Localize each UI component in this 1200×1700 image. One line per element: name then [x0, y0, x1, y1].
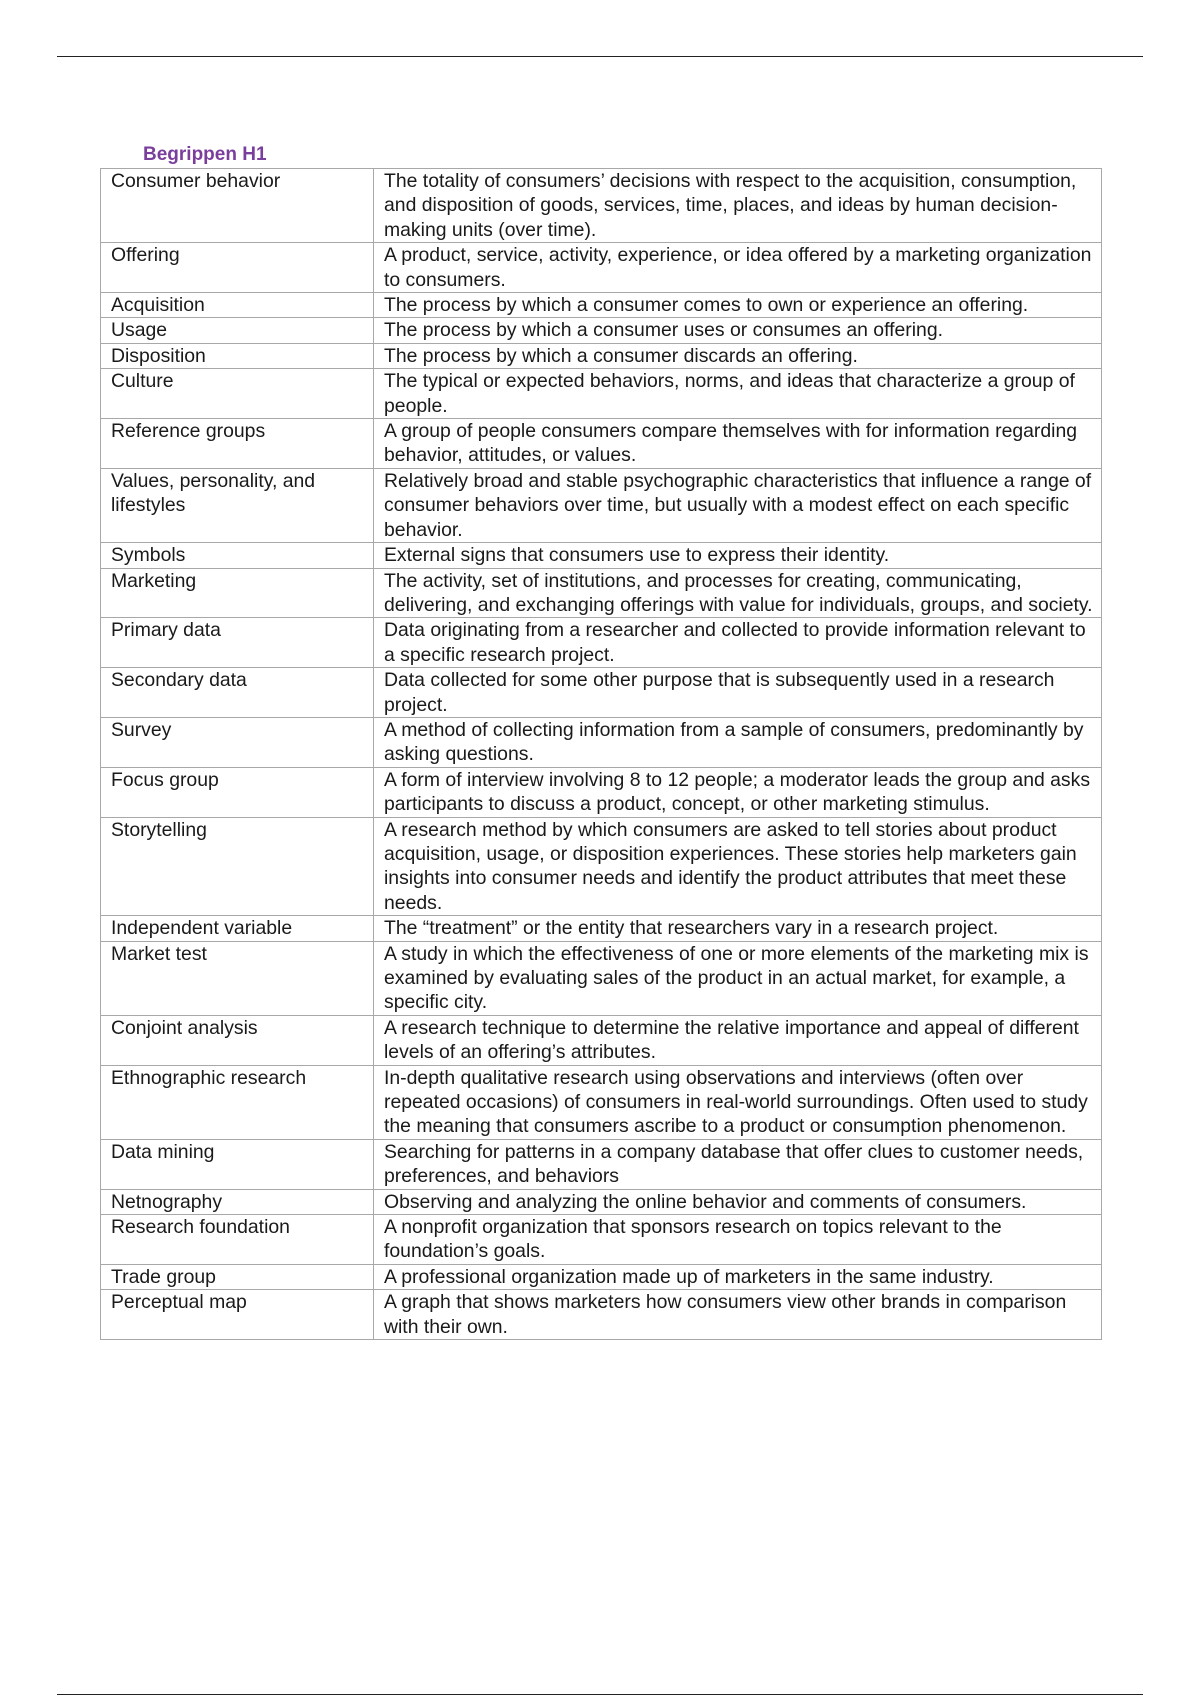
definition-cell: A professional organization made up of marketers in the same industry.: [374, 1264, 1102, 1289]
term-cell: Market test: [101, 941, 374, 1015]
glossary-body: [101, 169, 1102, 1340]
term-cell: Secondary data: [101, 668, 374, 718]
definition-cell: A group of people consumers compare themselves with for information regarding behavior, attitudes, or values.: [374, 419, 1102, 469]
term-cell: Data mining: [101, 1139, 374, 1189]
table-row: [101, 767, 1102, 817]
table-row: [101, 916, 1102, 941]
definition-cell: A research technique to determine the relative importance and appeal of different levels of an offering’s attributes.: [374, 1015, 1102, 1065]
definition-cell: A graph that shows marketers how consumers view other brands in comparison with their own.: [374, 1290, 1102, 1340]
table-row: [101, 1189, 1102, 1214]
table-row: [101, 468, 1102, 542]
term-cell: Values, personality, and lifestyles: [101, 468, 374, 542]
definition-cell: A form of interview involving 8 to 12 people; a moderator leads the group and asks participants to discuss a product, concept, or other marketing stimulus.: [374, 767, 1102, 817]
term-cell: Storytelling: [101, 817, 374, 916]
term-cell: Independent variable: [101, 916, 374, 941]
table-row: [101, 343, 1102, 368]
term-cell: Symbols: [101, 543, 374, 568]
definition-cell: A research method by which consumers are asked to tell stories about product acquisition, usage, or disposition experiences. These stories help marketers gain insights into consumer needs and identify the product attributes that meet these needs.: [374, 817, 1102, 916]
header-rule: [57, 56, 1143, 57]
table-row: [101, 618, 1102, 668]
term-cell: Conjoint analysis: [101, 1015, 374, 1065]
definition-cell: A method of collecting information from a sample of consumers, predominantly by asking questions.: [374, 717, 1102, 767]
definition-cell: External signs that consumers use to express their identity.: [374, 543, 1102, 568]
table-row: [101, 668, 1102, 718]
term-cell: Primary data: [101, 618, 374, 668]
term-cell: Acquisition: [101, 293, 374, 318]
definition-cell: The process by which a consumer discards an offering.: [374, 343, 1102, 368]
table-row: [101, 543, 1102, 568]
definition-cell: The process by which a consumer comes to own or experience an offering.: [374, 293, 1102, 318]
table-row: [101, 243, 1102, 293]
definition-cell: A study in which the effectiveness of one or more elements of the marketing mix is examined by evaluating sales of the product in an actual market, for example, a specific city.: [374, 941, 1102, 1015]
definition-cell: Relatively broad and stable psychographic characteristics that influence a range of consumer behaviors over time, but usually with a modest effect on each specific behavior.: [374, 468, 1102, 542]
definition-cell: A nonprofit organization that sponsors research on topics relevant to the foundation’s goals.: [374, 1215, 1102, 1265]
table-row: [101, 1015, 1102, 1065]
section-heading: Begrippen H1: [143, 144, 267, 165]
term-cell: Consumer behavior: [101, 169, 374, 243]
definition-cell: In-depth qualitative research using observations and interviews (often over repeated occasions) of consumers in real-world surroundings. Often used to study the meaning that consumers ascribe to a product or consumption phenomenon.: [374, 1065, 1102, 1139]
table-row: [101, 941, 1102, 1015]
table-row: [101, 1139, 1102, 1189]
definition-cell: Data originating from a researcher and collected to provide information relevant to a specific research project.: [374, 618, 1102, 668]
table-row: [101, 568, 1102, 618]
definition-cell: Data collected for some other purpose that is subsequently used in a research project.: [374, 668, 1102, 718]
table-row: [101, 1215, 1102, 1265]
term-cell: Disposition: [101, 343, 374, 368]
term-cell: Focus group: [101, 767, 374, 817]
table-row: [101, 169, 1102, 243]
table-row: [101, 369, 1102, 419]
definition-cell: A product, service, activity, experience, or idea offered by a marketing organization to consumers.: [374, 243, 1102, 293]
term-cell: Survey: [101, 717, 374, 767]
definition-cell: The process by which a consumer uses or consumes an offering.: [374, 318, 1102, 343]
table-row: [101, 318, 1102, 343]
term-cell: Netnography: [101, 1189, 374, 1214]
table-row: [101, 1264, 1102, 1289]
term-cell: Ethnographic research: [101, 1065, 374, 1139]
table-row: [101, 419, 1102, 469]
term-cell: Culture: [101, 369, 374, 419]
table-row: [101, 717, 1102, 767]
term-cell: Marketing: [101, 568, 374, 618]
term-cell: Reference groups: [101, 419, 374, 469]
term-cell: Offering: [101, 243, 374, 293]
definition-cell: The totality of consumers’ decisions with respect to the acquisition, consumption, and disposition of goods, services, time, places, and ideas by human decision-making units (over time).: [374, 169, 1102, 243]
footer-rule: [57, 1694, 1143, 1695]
definition-cell: The activity, set of institutions, and processes for creating, communicating, delivering, and exchanging offerings with value for individuals, groups, and society.: [374, 568, 1102, 618]
definition-cell: The “treatment” or the entity that researchers vary in a research project.: [374, 916, 1102, 941]
table-row: [101, 1065, 1102, 1139]
term-cell: Trade group: [101, 1264, 374, 1289]
table-row: [101, 1290, 1102, 1340]
table-row: [101, 817, 1102, 916]
term-cell: Perceptual map: [101, 1290, 374, 1340]
glossary-table: [100, 168, 1102, 1340]
definition-cell: Searching for patterns in a company database that offer clues to customer needs, preferences, and behaviors: [374, 1139, 1102, 1189]
term-cell: Research foundation: [101, 1215, 374, 1265]
definition-cell: Observing and analyzing the online behavior and comments of consumers.: [374, 1189, 1102, 1214]
term-cell: Usage: [101, 318, 374, 343]
table-row: [101, 293, 1102, 318]
definition-cell: The typical or expected behaviors, norms, and ideas that characterize a group of people.: [374, 369, 1102, 419]
